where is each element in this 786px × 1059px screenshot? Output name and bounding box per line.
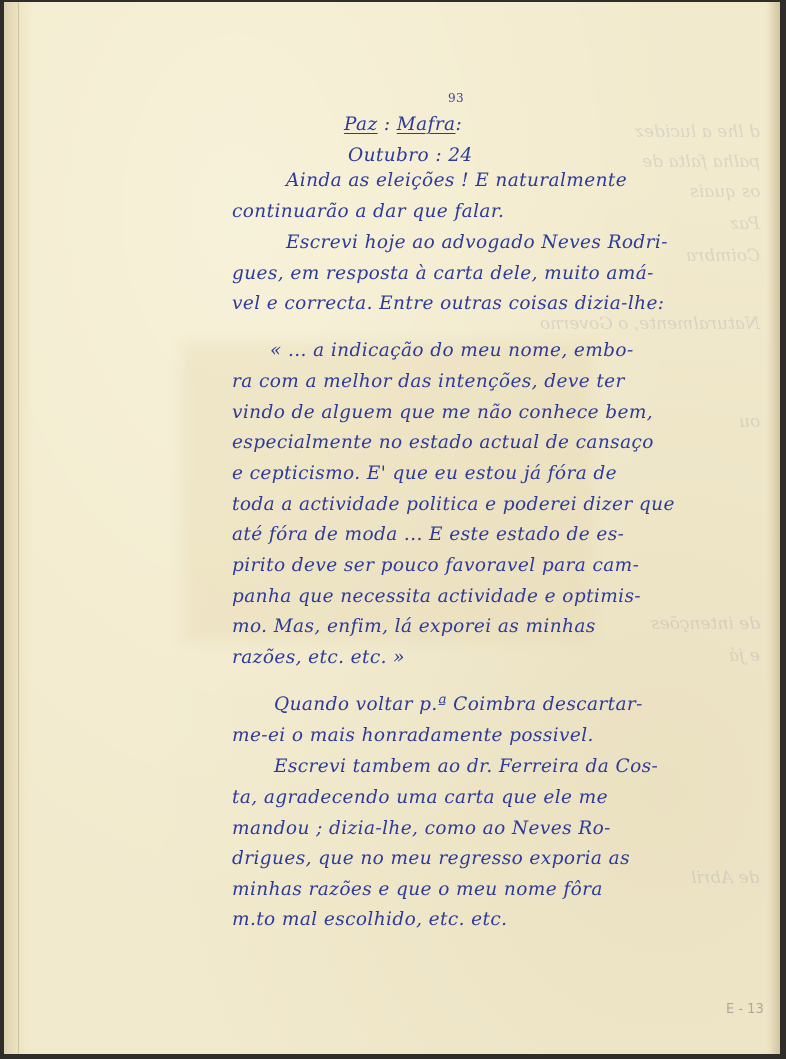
bleed-through-text: os quais — [689, 182, 760, 202]
place-name: Mafra — [396, 114, 456, 135]
text-line: pirito deve ser pouco favoravel para cam- — [232, 555, 640, 576]
place-suffix: : — [455, 114, 463, 135]
bleed-through-text: de intenções — [650, 614, 760, 634]
text-line: ta, agradecendo uma carta que ele me — [232, 787, 608, 808]
text-line: Quando voltar p.ª Coimbra descartar- — [274, 694, 643, 715]
text-line: vel e correcta. Entre outras coisas dizia-lhe: — [232, 293, 665, 314]
text-line: ra com a melhor das intenções, deve ter — [232, 371, 625, 392]
bleed-through-text: d lhe a lucidez — [635, 122, 760, 142]
place-prefix: Paz — [344, 114, 378, 135]
text-line: especialmente no estado actual de cansaço — [232, 432, 654, 453]
bleed-through-text: Coimbra — [686, 246, 760, 266]
text-line: Ainda as eleições ! E naturalmente — [286, 170, 628, 191]
text-line: drigues, que no meu regresso exporia as — [232, 848, 630, 869]
text-line: « ... a indicação do meu nome, embo- — [270, 340, 634, 361]
text-line: m.to mal escolhido, etc. etc. — [232, 909, 508, 930]
bleed-through-text: Naturalmente, o Governo — [540, 314, 760, 334]
binding-spine-line — [18, 2, 19, 1054]
bleed-through-text: e já — [729, 646, 760, 666]
date-heading: Outubro : 24 — [348, 145, 473, 166]
text-line: continuarão a dar que falar. — [232, 201, 505, 222]
text-line: até fóra de moda ... E este estado de es- — [232, 524, 625, 545]
page-number: 93 — [448, 91, 465, 105]
text-line: minhas razões e que o meu nome fôra — [232, 879, 603, 900]
text-line: mo. Mas, enfim, lá exporei as minhas — [232, 616, 596, 637]
bleed-through-text: de Abril — [691, 868, 760, 888]
archival-pencil-mark: E - 13 — [726, 1002, 764, 1017]
manuscript-page — [4, 2, 780, 1054]
text-line: Escrevi tambem ao dr. Ferreira da Cos- — [274, 756, 659, 777]
page-edge-right — [766, 2, 780, 1054]
bleed-through-text: Paz — [730, 214, 760, 234]
text-line: Escrevi hoje ao advogado Neves Rodri- — [286, 232, 668, 253]
bleed-through-text: palha falta de — [641, 152, 760, 172]
text-line: vindo de alguem que me não conhece bem, — [232, 402, 654, 423]
text-line: e cepticismo. E' que eu estou já fóra de — [232, 463, 618, 484]
text-line: gues, em resposta à carta dele, muito amá- — [232, 263, 654, 284]
text-line: me-ei o mais honradamente possivel. — [232, 725, 594, 746]
bleed-through-text: ou — [738, 412, 760, 432]
text-line: razões, etc. etc. » — [232, 647, 405, 668]
text-line: mandou ; dizia-lhe, como ao Neves Ro- — [232, 818, 611, 839]
place-heading: Paz : Mafra: — [344, 114, 463, 135]
text-line: toda a actividade politica e poderei dizer que — [232, 494, 675, 515]
text-line: panha que necessita actividade e optimis- — [232, 586, 642, 607]
